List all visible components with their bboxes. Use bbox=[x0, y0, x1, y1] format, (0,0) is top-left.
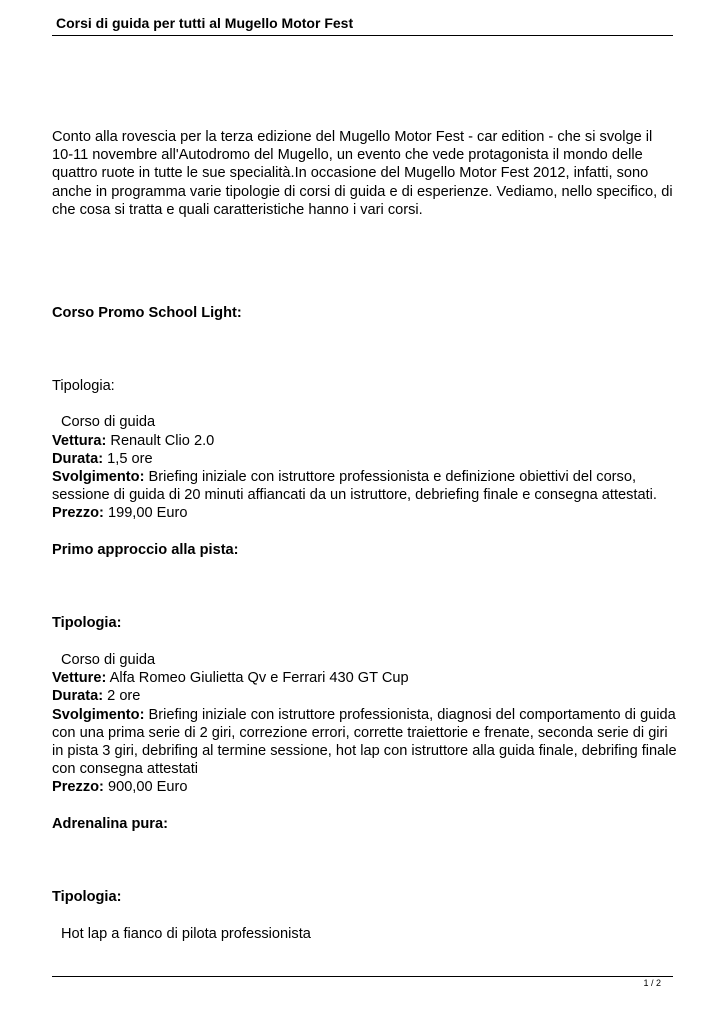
intro-paragraph: Conto alla rovescia per la terza edizione del Mugello Motor Fest - car edition - che si svolge il 10-11 novembre all'Autodromo del Mugello, un evento che vede protagonista il mondo delle quattro ruote in tutte le sue specialità.In occasione del Mugello Motor Fest 2012, infatti, sono anche in programma varie tipologie di corsi di guida e di esperienze. Vediamo, nello specifico, di che cosa si tratta e quali caratteristiche hanno i vari corsi. bbox=[52, 129, 673, 218]
tipologia-label: Tipologia: bbox=[52, 888, 122, 905]
vettura-label: Vettura: bbox=[52, 432, 107, 449]
svolgimento-line bbox=[52, 468, 677, 504]
document-body bbox=[52, 128, 677, 943]
prezzo-label: Prezzo: bbox=[52, 505, 104, 522]
section-heading: Primo approccio alla pista: bbox=[52, 541, 239, 558]
vettura-line bbox=[52, 432, 677, 450]
page-title: Corsi di guida per tutti al Mugello Motor Fest bbox=[56, 15, 354, 31]
prezzo-value: 199,00 Euro bbox=[103, 505, 188, 522]
tipologia-value: Hot lap a fianco di pilota professionista bbox=[61, 926, 311, 943]
prezzo-line bbox=[52, 778, 677, 796]
svolgimento-value: Briefing iniziale con istruttore professionista e definizione obiettivi del corso, sessione di guida di 20 minuti affiancati da un istruttore, debriefing finale e consegna attestati. bbox=[52, 469, 657, 504]
tipologia-label: Tipologia: bbox=[52, 378, 115, 395]
section-heading: Corso Promo School Light: bbox=[52, 305, 242, 322]
section-heading: Adrenalina pura: bbox=[52, 815, 168, 832]
svolgimento-line bbox=[52, 706, 677, 779]
svolgimento-label: Svolgimento: bbox=[52, 706, 145, 723]
svolgimento-label: Svolgimento: bbox=[52, 469, 145, 486]
svolgimento-value: Briefing iniziale con istruttore professionista, diagnosi del comportamento di guida con una prima serie di 2 giri, correzione errori, corrette traiettorie e frenate, seconda serie di giri in pista 3 giri, debrifing al termine sessione, hot lap con istruttore alla guida finale, debrifing finale con consegna attestati bbox=[52, 706, 677, 778]
page-number: 1 / 2 bbox=[643, 978, 661, 988]
tipologia-value: Corso di guida bbox=[61, 652, 156, 669]
footer-divider bbox=[52, 976, 673, 977]
vettura-line bbox=[52, 669, 677, 687]
tipologia-label: Tipologia: bbox=[52, 614, 122, 631]
durata-value: 1,5 ore bbox=[103, 450, 153, 467]
prezzo-label: Prezzo: bbox=[52, 779, 104, 796]
durata-line bbox=[52, 450, 677, 468]
vettura-value: Alfa Romeo Giulietta Qv e Ferrari 430 GT Cup bbox=[106, 670, 409, 687]
durata-value: 2 ore bbox=[103, 688, 141, 705]
header-divider bbox=[52, 35, 673, 36]
durata-label: Durata: bbox=[52, 688, 104, 705]
durata-label: Durata: bbox=[52, 450, 104, 467]
tipologia-value: Corso di guida bbox=[61, 414, 156, 431]
durata-line bbox=[52, 687, 677, 705]
vettura-value: Renault Clio 2.0 bbox=[106, 432, 215, 449]
prezzo-line bbox=[52, 504, 677, 522]
vettura-label: Vetture: bbox=[52, 670, 107, 687]
prezzo-value: 900,00 Euro bbox=[103, 779, 188, 796]
